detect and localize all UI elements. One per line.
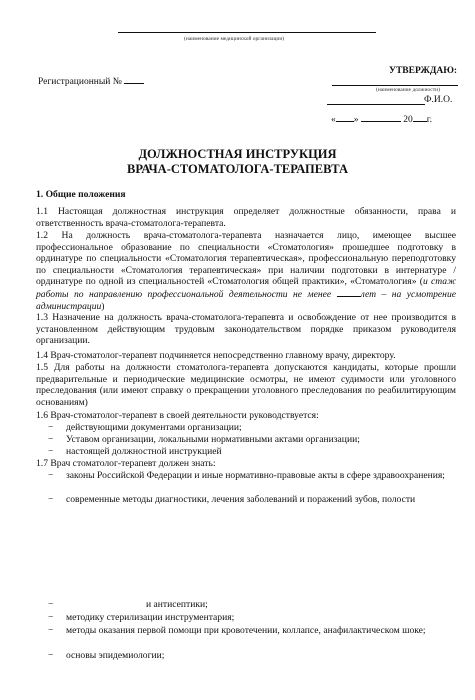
list-item: − и антисептики;	[48, 599, 208, 610]
section-heading: 1. Общие положения	[36, 189, 126, 200]
paragraph-1-4: 1.4 Врач-стоматолог-терапевт подчиняется непосредственно главному врачу, директору.	[36, 350, 396, 361]
position-caption: (наименование должности)	[376, 87, 440, 93]
list-item: − основы эпидемиологии;	[48, 650, 165, 661]
list-item: − Уставом организации, локальными нормативными актами организации;	[48, 434, 360, 445]
registration-label: Регистрационный №	[38, 74, 144, 87]
paragraph-1-5: 1.5 Для работы на должности стоматолога-терапевта допускаются кандидаты, которые прошли предварительные и периодические медицинские осмотры, не имеют судимости или уголовного преследования (или имеют справку о прекращении уголовного преследования по реабилитирующим основаниям)	[36, 362, 456, 408]
paragraph-1-1: 1.1 Настоящая должностная инструкция определяет должностные обязанности, права и ответственность врача-стоматолога-терапевта.	[36, 206, 456, 229]
signature-line	[327, 104, 425, 105]
list-item: − современные методы диагностики, лечения заболеваний и поражений зубов, полости	[48, 494, 416, 505]
org-name-line	[118, 32, 376, 33]
list-item: − настоящей должностной инструкцией	[48, 446, 222, 457]
date-line: « » 20 г.	[331, 115, 432, 125]
list-item: − законы Российской Федерации и иные нормативно-правовые акты в сфере здравоохранения;	[48, 470, 445, 481]
document-title-line1: ДОЛЖНОСТНАЯ ИНСТРУКЦИЯ	[138, 147, 337, 161]
fio-label: Ф.И.О.	[424, 95, 453, 105]
org-name-caption: (наименование медицинской организации)	[184, 36, 285, 42]
list-item: − действующими документами организации;	[48, 422, 242, 433]
paragraph-1-2: 1.2 На должность врача-стоматолога-терапевта назначается лицо, имеющее высшее профессиональное образование по специальности «Стоматология» прошедшее подготовку в ординатуре по специальности «Стоматология терапевтическая», профессиональную переподготовку по специальности «Стоматология терапевтическая» при наличии подготовки в интернатуре / ординатуре по одной из специальностей «Стоматология общей практики», «Стоматология» (и стаж работы по направлению профессиональной деятельности не менее лет – на усмотрение администрации)	[36, 230, 456, 312]
list-item: − методы оказания первой помощи при кровотечении, коллапсе, анафилактическом шоке;	[48, 625, 426, 636]
paragraph-1-7: 1.7 Врач стоматолог-терапевт должен знать:	[36, 458, 216, 469]
paragraph-1-3: 1.3 Назначение на должность врача-стоматолога-терапевта и освобождение от нее производится в установленном действующим трудовым законодательством порядке приказом руководителя организации.	[36, 312, 456, 347]
registration-number-line	[124, 74, 144, 84]
document-title-line2: ВРАЧА-СТОМАТОЛОГА-ТЕРАПЕВТА	[126, 162, 348, 176]
list-item: − методику стерилизации инструментария;	[48, 612, 235, 623]
approve-label: УТВЕРЖДАЮ:	[389, 66, 458, 76]
paragraph-1-6: 1.6 Врач-стоматолог-терапевт в своей деятельности руководствуется:	[36, 410, 319, 421]
position-line	[332, 85, 458, 86]
